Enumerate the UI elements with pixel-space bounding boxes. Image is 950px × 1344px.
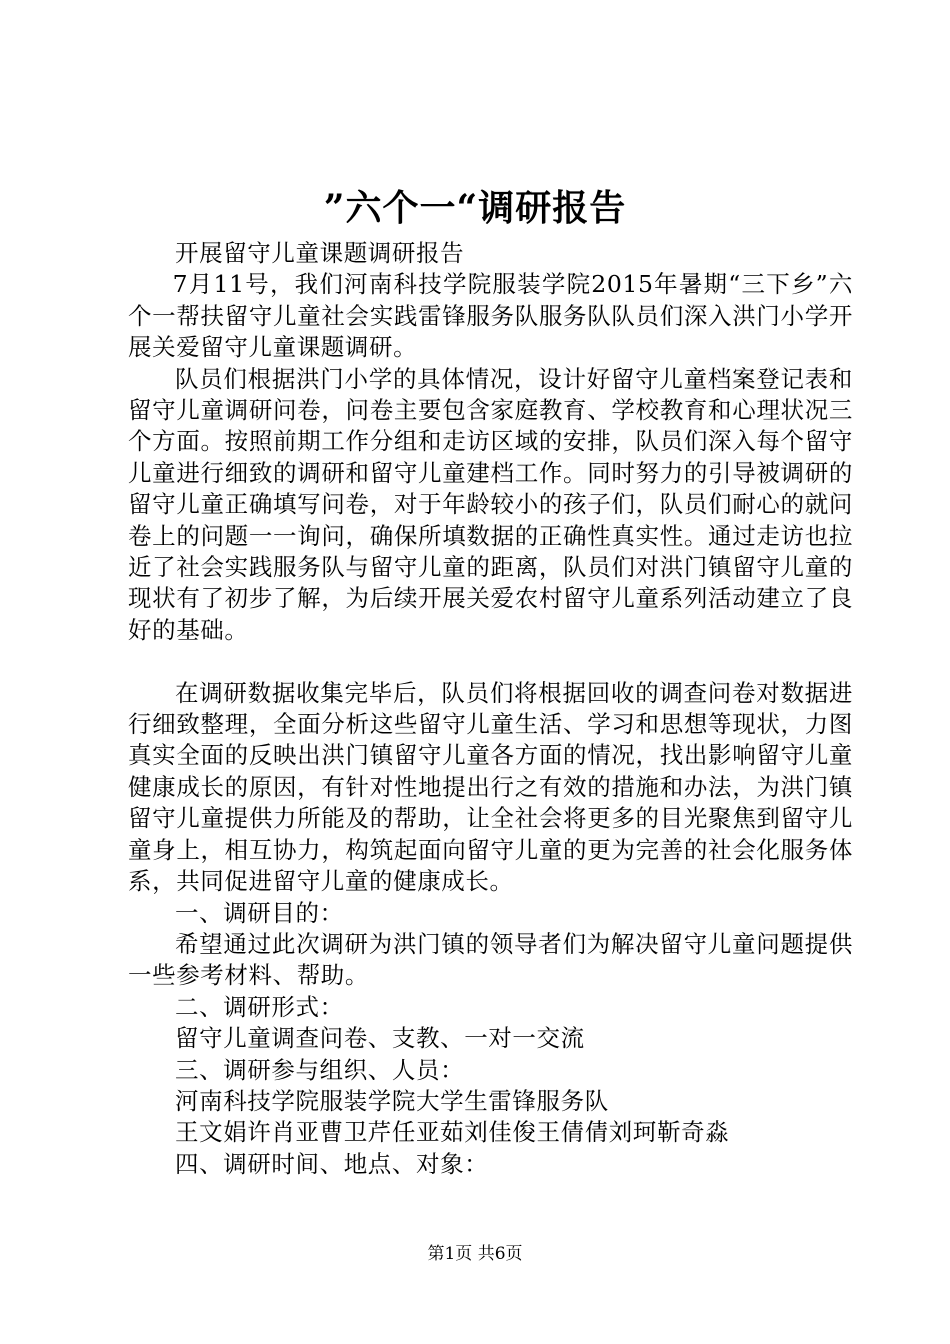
page-number-footer: 第1页 共6页 [427,1244,523,1264]
document-title: ”六个一“调研报告 [323,187,627,229]
paragraph-intro: 7月11号，我们河南科技学院服装学院2015年暑期“三下乡”六个一帮扶留守儿童社会实践雷锋服务队服务队队员们深入洪门小学开展关爱留守儿童课题调研。 [128,270,853,362]
section-heading-purpose: 一、调研目的： [175,898,344,927]
paragraph-members: 王文娟许肖亚曹卫芹任亚茹刘佳俊王倩倩刘珂靳奇淼 [175,1118,730,1147]
section-heading-participants: 三、调研参与组织、人员： [175,1055,465,1084]
paragraph-form: 留守儿童调查问卷、支教、一对一交流 [175,1024,585,1053]
paragraph-subtitle: 开展留守儿童课题调研报告 [175,239,465,267]
paragraph-organization: 河南科技学院服装学院大学生雷锋服务队 [175,1086,609,1115]
section-heading-form: 二、调研形式： [175,992,344,1021]
section-heading-time-place: 四、调研时间、地点、对象： [175,1149,489,1178]
document-body [128,238,853,1180]
paragraph-method: 队员们根据洪门小学的具体情况，设计好留守儿童档案登记表和留守儿童调研问卷，问卷主要包含家庭教育、学校教育和心理状况三个方面。按照前期工作分组和走访区域的安排，队员们深入每个留守儿童进行细致的调研和留守儿童建档工作。同时努力的引导被调研的留守儿童正确填写问卷，对于年龄较小的孩子们，队员们耐心的就问卷上的问题一一询问，确保所填数据的正确性真实性。通过走访也拉近了社会实践服务队与留守儿童的距离，队员们对洪门镇留守儿童的现状有了初步了解，为后续开展关爱农村留守儿童系列活动建立了良好的基础。 [128,364,853,644]
paragraph-gap [128,646,853,677]
paragraph-purpose: 希望通过此次调研为洪门镇的领导者们为解决留守儿童问题提供一些参考材料、帮助。 [128,929,853,990]
paragraph-analysis: 在调研数据收集完毕后，队员们将根据回收的调查问卷对数据进行细致整理，全面分析这些留守儿童生活、学习和思想等现状，力图真实全面的反映出洪门镇留守儿童各方面的情况，找出影响留守儿童健康成长的原因，有针对性地提出行之有效的措施和办法，为洪门镇留守儿童提供力所能及的帮助，让全社会将更多的目光聚焦到留守儿童身上，相互协力，构筑起面向留守儿童的更为完善的社会化服务体系，共同促进留守儿童的健康成长。 [128,678,853,896]
